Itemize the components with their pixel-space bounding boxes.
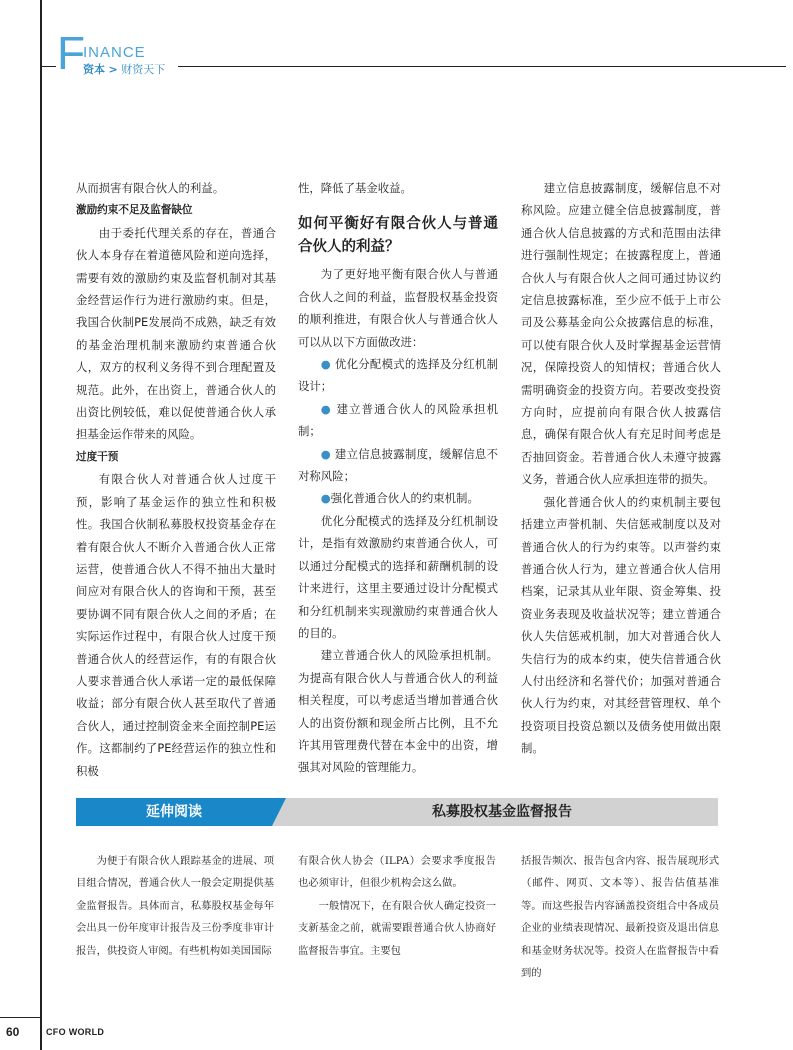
sidebar-column-2 bbox=[298, 850, 496, 962]
bullet-text: 强化普通合伙人的约束机制。 bbox=[330, 491, 479, 506]
paragraph: 为便于有限合伙人跟踪基金的进展、项目组合情况，普通合伙人一般会定期提供基金监督报告。具体而言，私募股权基金每年会出具一份年度审计报告及三份季度非审计报告，供投资人审阅。有些机构如美国国际 bbox=[76, 855, 274, 957]
sidebar-column-3 bbox=[521, 850, 719, 984]
section-breadcrumb bbox=[83, 61, 165, 77]
paragraph: 一般情况下，在有限合伙人确定投资一支新基金之前，就需要跟普通合伙人协商好监督报告事宜。主要包 bbox=[298, 899, 496, 957]
bullet-item bbox=[298, 398, 498, 443]
article-column-1 bbox=[76, 177, 276, 782]
logo-word: INANCE bbox=[83, 44, 146, 61]
bullet-item bbox=[298, 443, 498, 488]
bullet-item bbox=[298, 353, 498, 398]
paragraph: 有限合伙人协会（ILPA）会要求季度报告也必须审计，但很少机构会这么做。 bbox=[298, 855, 496, 890]
page-number: 60 bbox=[6, 1025, 20, 1039]
sidebar-column-1 bbox=[76, 850, 274, 962]
bullet-dot-icon: ● bbox=[320, 357, 332, 372]
header-rule-right bbox=[178, 66, 786, 67]
bullet-text: 建立信息披露制度，缓解信息不对称风险； bbox=[298, 446, 498, 484]
banner-arrow bbox=[272, 798, 286, 826]
paragraph: 从而损害有限合伙人的利益。 bbox=[76, 181, 225, 195]
footer-rule bbox=[0, 1017, 40, 1018]
subheading: 激励约束不足及监督缺位 bbox=[76, 204, 193, 217]
left-margin-rule bbox=[40, 0, 42, 1050]
magazine-brand: CFO WORLD bbox=[46, 1027, 105, 1037]
article-column-2 bbox=[298, 177, 498, 779]
section-heading: 如何平衡好有限合伙人与普通合伙人的利益？ bbox=[298, 216, 498, 256]
paragraph: 建立信息披露制度，缓解信息不对称风险。应建立健全信息披露制度，普通合伙人信息披露的方式和范围由法律进行强制性规定；在披露程度上，普通合伙人与有限合伙人之间可通过协议约定信息披露标准，至少应不低于上市公司及公募基金向公众披露信息的标准，可以使有限合伙人及时掌握基金运营情况，保障投资人的知情权；普通合伙人需明确资金的投资方向。若要改变投资方向时，应提前向有限合伙人披露信息，确保有限合伙人有充足时间考虑是否抽回资金。若普通合伙人未遵守披露义务，普通合伙人应承担连带的损失。 bbox=[521, 181, 721, 487]
subheading: 过度干预 bbox=[76, 450, 119, 463]
bullet-dot-icon: ● bbox=[320, 446, 332, 461]
paragraph: 建立普通合伙人的风险承担机制。为提高有限合伙人与普通合伙人的利益相关程度，可以考虑适当增加普通合伙人的出资份额和现金所占比例，且不允许其用管理费代替在本金中的出资，增强其对风险的管理能力。 bbox=[298, 648, 498, 775]
logo-letter: F bbox=[57, 27, 86, 79]
paragraph: 有限合伙人对普通合伙人过度干预，影响了基金运作的独立性和积极性。我国合伙制私募股权投资基金存在着有限合伙人不断介入普通合伙人正常运营，使普通合伙人不得不抽出大量时间应对有限合伙人的咨询和干预，甚至要协调不同有限合伙人之间的矛盾；在实际运作过程中，有限合伙人过度干预普通合伙人的经营运作，有的有限合伙人要求普通合伙人承诺一定的最低保障收益；部分有限合伙人甚至取代了普通合伙人，通过控制资金来全面控制PE运作。这都制约了PE经营运作的独立性和积极 bbox=[76, 472, 276, 778]
breadcrumb-section: 资本 bbox=[83, 63, 105, 76]
banner-title: 私募股权基金监督报告 bbox=[286, 798, 718, 826]
bullet-text: 建立普通合伙人的风险承担机制； bbox=[298, 401, 498, 439]
paragraph: 由于委托代理关系的存在，普通合伙人本身存在着道德风险和逆向选择，需要有效的激励约束及监督机制对其基金经营运作行为进行激励约束。但是，我国合伙制PE发展尚不成熟，缺乏有效的基金治理机制来激励约束普通合伙人，双方的权利义务得不到合理配置及规范。此外，在出资上，普通合伙人的出资比例较低，难以促使普通合伙人承担基金运作带来的风险。 bbox=[76, 225, 276, 442]
bullet-text: 优化分配模式的选择及分红机制设计； bbox=[298, 357, 498, 394]
paragraph: 强化普通合伙人的约束机制主要包括建立声誉机制、失信惩戒制度以及对普通合伙人的行为约束等。以声誉约束普通合伙人行为，建立普通合伙人信用档案，记录其从业年限、资金筹集、投资业务表现及收益状况等；建立普通合伙人失信惩戒机制，加大对普通合伙人失信行为的成本约束，使失信普通合伙人付出经济和名誉代价；加强对普通合伙人行为约束，对其经营管理权、单个投资项目投资总额以及债务使用做出限制。 bbox=[521, 494, 721, 756]
bullet-dot-icon: ● bbox=[320, 491, 331, 506]
breadcrumb-arrow: > bbox=[108, 63, 118, 76]
bullet-item bbox=[298, 487, 498, 509]
extended-reading-banner bbox=[76, 798, 718, 826]
paragraph: 为了更好地平衡有限合伙人与普通合伙人之间的利益，监督股权基金投资的顺利推进，有限合伙人与普通合伙人可以从以下方面做改进： bbox=[298, 267, 498, 349]
paragraph: 性，降低了基金收益。 bbox=[298, 181, 412, 195]
header-rule-left bbox=[42, 66, 56, 67]
paragraph: 括报告频次、报告包含内容、报告展现形式（邮件、网页、文本等）、报告估值基准等。而这些报告内容涵盖投资组合中各成员企业的业绩表现情况、最新投资及退出信息和基金财务状况等。投资人在监督报告中看到的 bbox=[521, 855, 719, 980]
banner-label: 延伸阅读 bbox=[76, 798, 272, 826]
bullet-dot-icon: ● bbox=[320, 401, 332, 416]
breadcrumb-subsection: 财资天下 bbox=[121, 63, 166, 76]
paragraph: 优化分配模式的选择及分红机制设计，是指有效激励约束普通合伙人，可以通过分配模式的选择和薪酬机制的设计来进行，这里主要通过设计分配模式和分红机制来实现激励约束普通合伙人的目的。 bbox=[298, 513, 498, 640]
article-column-3 bbox=[521, 177, 721, 760]
